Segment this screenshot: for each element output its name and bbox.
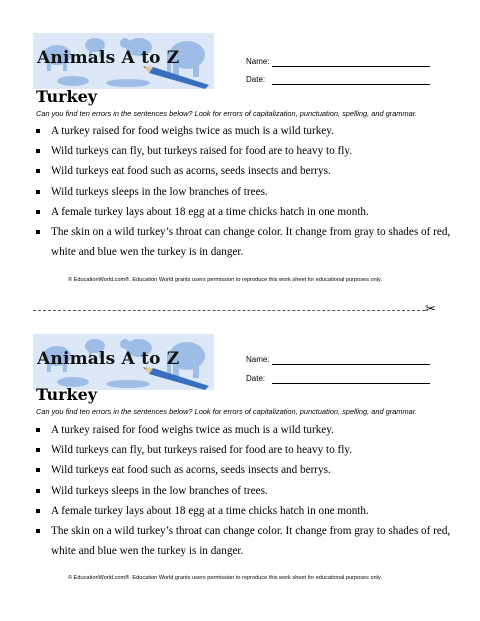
bullet-icon <box>36 448 40 452</box>
bullet-icon <box>36 169 40 173</box>
copyright-notice: © EducationWorld.com®. Education World grants users permission to reproduce this work sheet for educational purposes only. <box>68 277 382 283</box>
list-item: A turkey raised for food weighs twice as much is a wild turkey. <box>34 420 470 440</box>
list-item: The skin on a wild turkey’s throat can change color. It change from gray to shades of red, white and blue wen the turkey is in danger. <box>34 521 470 561</box>
list-item: Wild turkeys sleeps in the low branches of trees. <box>34 481 470 501</box>
sentence-list <box>34 420 470 561</box>
date-label: Date: <box>246 374 266 383</box>
list-item: Wild turkeys sleeps in the low branches of trees. <box>34 182 470 202</box>
banner-title: Animals A to Z <box>37 349 180 369</box>
sentence-list <box>34 121 470 262</box>
list-item: The skin on a wild turkey’s throat can change color. It change from gray to shades of red, white and blue wen the turkey is in danger. <box>34 222 470 262</box>
bullet-icon <box>36 529 40 533</box>
bullet-icon <box>36 190 40 194</box>
worksheet-top <box>0 0 480 300</box>
name-field[interactable] <box>272 364 430 365</box>
bullet-icon <box>36 428 40 432</box>
list-item: Wild turkeys eat food such as acorns, seeds insects and berrys. <box>34 460 470 480</box>
animals-a-to-z-banner <box>33 33 214 89</box>
scissors-icon: ✂ <box>425 302 436 317</box>
date-label: Date: <box>246 75 266 84</box>
bullet-icon <box>36 489 40 493</box>
bullet-icon <box>36 129 40 133</box>
list-item: Wild turkeys eat food such as acorns, seeds insects and berrys. <box>34 161 470 181</box>
instructions: Can you find ten errors in the sentences below? Look for errors of capitalization, punctuation, spelling, and grammar. <box>36 109 417 118</box>
list-item: A female turkey lays about 18 egg at a time chicks hatch in one month. <box>34 501 470 521</box>
name-field[interactable] <box>272 66 430 67</box>
date-field[interactable] <box>272 383 430 384</box>
banner-title: Animals A to Z <box>37 48 180 68</box>
bullet-icon <box>36 468 40 472</box>
list-item: A female turkey lays about 18 egg at a time chicks hatch in one month. <box>34 202 470 222</box>
copyright-notice: © EducationWorld.com®. Education World grants users permission to reproduce this work sheet for educational purposes only. <box>68 575 382 581</box>
bullet-icon <box>36 149 40 153</box>
bullet-icon <box>36 509 40 513</box>
list-item: A turkey raised for food weighs twice as much is a wild turkey. <box>34 121 470 141</box>
animals-a-to-z-banner <box>33 334 214 390</box>
worksheet-title: Turkey <box>36 385 98 404</box>
worksheet-title: Turkey <box>36 87 98 106</box>
date-field[interactable] <box>272 84 430 85</box>
name-label: Name: <box>246 57 270 66</box>
list-item: Wild turkeys can fly, but turkeys raised for food are to heavy to fly. <box>34 440 470 460</box>
list-item: Wild turkeys can fly, but turkeys raised for food are to heavy to fly. <box>34 141 470 161</box>
worksheet-bottom <box>0 300 480 600</box>
bullet-icon <box>36 230 40 234</box>
name-label: Name: <box>246 355 270 364</box>
bullet-icon <box>36 210 40 214</box>
instructions: Can you find ten errors in the sentences below? Look for errors of capitalization, punctuation, spelling, and grammar. <box>36 407 417 416</box>
